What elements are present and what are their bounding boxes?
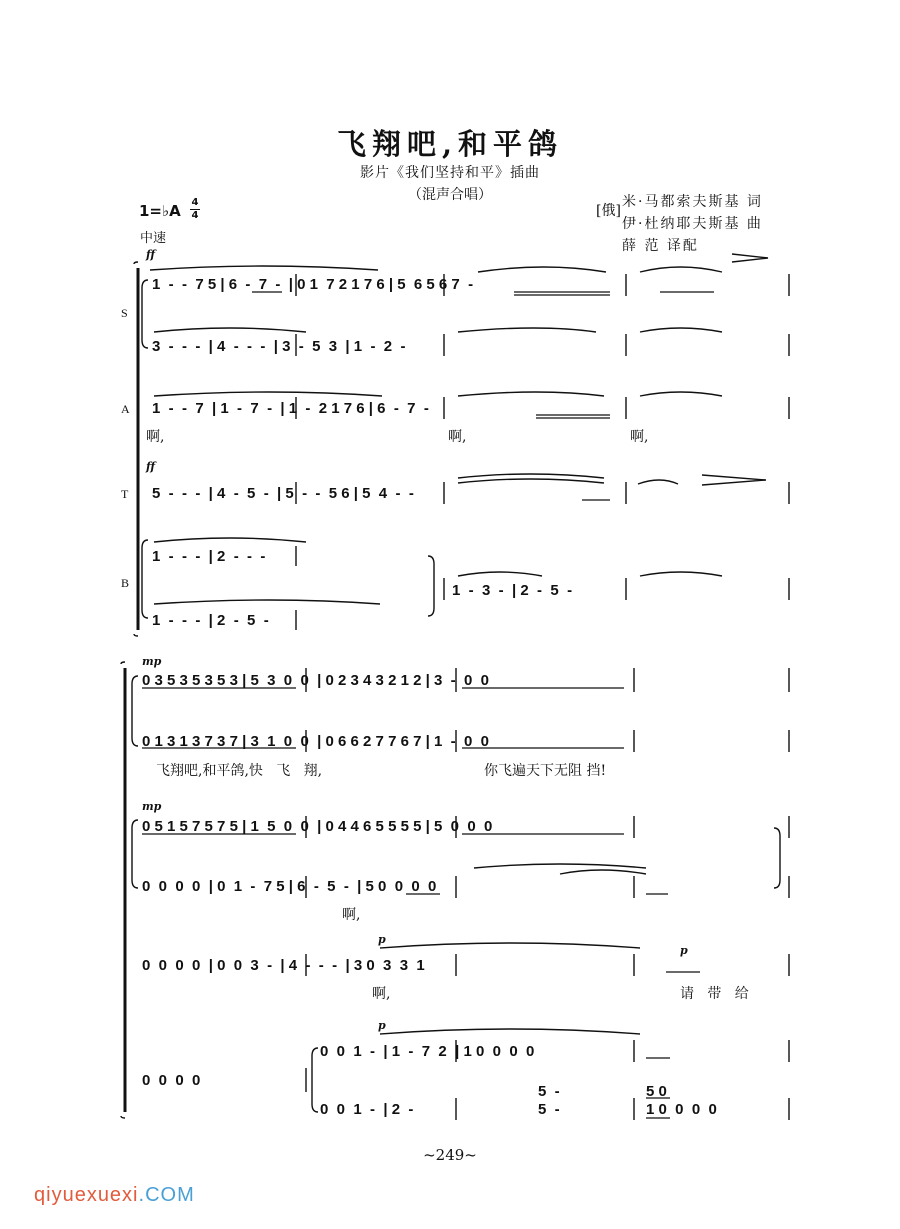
key-signature: 1=♭A <box>139 202 181 220</box>
system2-tenor-lyric-2: 请 带 给 <box>680 986 749 1002</box>
watermark-part2: .COM <box>138 1184 195 1206</box>
bass-close-brace <box>428 556 434 616</box>
system2-soprano-lyrics-1: 飞翔吧,和平鸽,快 飞 翔, <box>156 763 323 779</box>
time-signature-top: 4 <box>191 197 199 208</box>
system1-bass-lower: 1 - - - | 2 - 5 - <box>152 612 269 629</box>
system2-tenor-lyric-1: 啊, <box>372 986 391 1002</box>
voice-label-tenor: T <box>121 487 129 501</box>
slur <box>560 870 646 874</box>
slur <box>380 943 640 948</box>
system2-bass-chord-bottom: 5 - <box>538 1101 560 1118</box>
bass-brace <box>142 540 148 618</box>
system1-alto-lyric: 啊, <box>448 429 467 445</box>
song-subtitle: 影片《我们坚持和平》插曲 <box>360 165 540 181</box>
slur <box>458 328 596 332</box>
dynamic-p: p <box>378 933 386 946</box>
song-title: 飞翔吧,和平鸽 <box>336 127 564 161</box>
slur <box>154 328 306 332</box>
slur <box>640 328 722 332</box>
system2-bass-upper: 0 0 1 - | 1 - 7 2 | 1 0 0 0 0 <box>320 1043 535 1060</box>
credit-translator: 薛 范 译配 <box>622 238 699 254</box>
system2-soprano-lyrics-2: 你飞遍天下无阻 挡! <box>484 763 607 779</box>
dynamic-p: p <box>378 1019 386 1032</box>
system2-bass-end-lower: 1 0 0 0 0 <box>646 1101 717 1118</box>
credit-country: [俄] <box>596 203 621 219</box>
system2-bass-chord-top: 5 - <box>538 1083 560 1100</box>
dynamic-mp: mp <box>142 800 162 813</box>
slur <box>154 392 382 396</box>
credit-composer: 伊·杜纳耶夫斯基 曲 <box>622 216 763 232</box>
system1-bass-upper: 1 - - - | 2 - - - <box>152 548 266 565</box>
voice-label-alto: A <box>121 402 130 416</box>
tempo-marking: 中速 <box>140 231 167 246</box>
slur <box>474 864 646 868</box>
page-number: ~249~ <box>423 1146 477 1164</box>
system2-bass-rest: 0 0 0 0 <box>142 1072 201 1089</box>
soprano-brace-2 <box>132 676 138 746</box>
slur <box>154 538 306 542</box>
system2-soprano-lower: 0 1 3 1 3 7 3 7 | 3 1 0 0 | 0 6 6 2 7 7 6 7 | 1 - 0 0 <box>142 733 489 750</box>
decrescendo-hairpin <box>732 254 768 262</box>
slur <box>458 392 604 396</box>
time-signature-bottom: 4 <box>191 210 199 221</box>
credit-lyricist: 米·马都索夫斯基 词 <box>622 194 763 210</box>
bass-brace-2 <box>312 1048 318 1112</box>
slur <box>478 267 606 272</box>
voice-label-soprano: S <box>121 306 128 320</box>
soprano-brace <box>142 280 148 348</box>
slur <box>458 572 542 576</box>
system2-tenor: 0 0 0 0 | 0 0 3 - | 4 - - - | 3 0 3 3 1 <box>142 957 425 974</box>
system1-soprano-lower: 3 - - - | 4 - - - | 3 - 5 3 | 1 - 2 - <box>152 338 406 355</box>
dynamic-ff: ff <box>146 248 156 261</box>
dynamic-ff: ff <box>146 460 156 473</box>
watermark <box>34 1184 195 1207</box>
dynamic-p: p <box>680 944 688 957</box>
system1-bass-combined: 1 - 3 - | 2 - 5 - <box>452 582 573 599</box>
slur <box>150 266 378 270</box>
system1-soprano-upper: 1 - - 7 5 | 6 - 7 - | 0 1 7 2 1 7 6 | 5 6 5 6 7 - <box>152 276 474 293</box>
dynamic-mp: mp <box>142 655 162 668</box>
system1-alto-lyric: 啊, <box>146 429 165 445</box>
system2-bass-lower: 0 0 1 - | 2 - <box>320 1101 414 1118</box>
system2-alto-upper: 0 5 1 5 7 5 7 5 | 1 5 0 0 | 0 4 4 6 5 5 5 5 | 5 0 0 0 <box>142 818 493 835</box>
system2-alto-lyric: 啊, <box>342 907 361 923</box>
slur <box>380 1029 640 1034</box>
slur <box>640 392 722 396</box>
watermark-part1: qiyuexuexi <box>34 1184 139 1206</box>
choir-type: （混声合唱） <box>408 187 492 203</box>
system2-alto-lower: 0 0 0 0 | 0 1 - 7 5 | 6 - 5 - | 5 0 0 0 0 <box>142 878 437 895</box>
system2-bass-end-upper: 5 0 <box>646 1083 667 1100</box>
voice-label-bass: B <box>121 576 130 590</box>
system1-alto-lyric: 啊, <box>630 429 649 445</box>
slur <box>640 572 722 576</box>
system2-soprano-upper: 0 3 5 3 5 3 5 3 | 5 3 0 0 | 0 2 3 4 3 2 1 2 | 3 - 0 0 <box>142 672 489 689</box>
slur <box>640 267 722 272</box>
alto-close-brace <box>774 828 780 888</box>
slur <box>638 480 678 484</box>
slur <box>458 474 604 478</box>
system1-alto: 1 - - 7 | 1 - 7 - | 1 - 2 1 7 6 | 6 - 7 - <box>152 400 429 417</box>
system1-tenor: 5 - - - | 4 - 5 - | 5 - - 5 6 | 5 4 - - <box>152 485 414 502</box>
decrescendo-hairpin <box>702 475 766 485</box>
slur <box>458 479 604 483</box>
alto-brace-2 <box>132 820 138 888</box>
slur <box>154 600 380 604</box>
